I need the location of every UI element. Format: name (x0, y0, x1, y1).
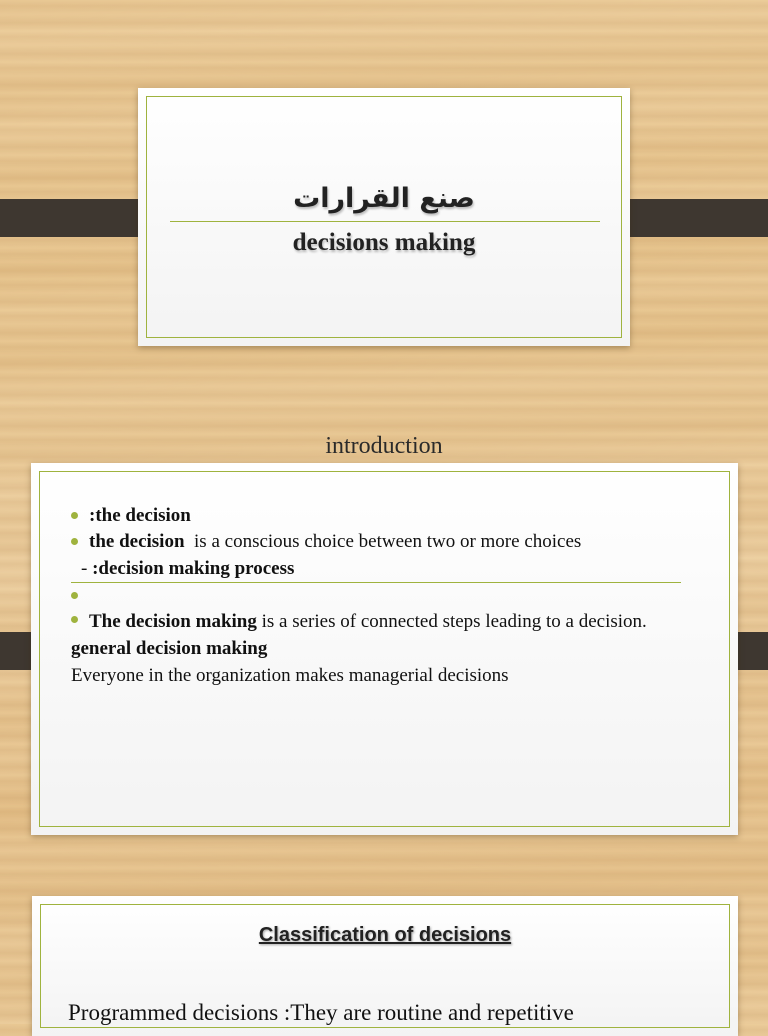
slide-content (71, 503, 698, 689)
paragraph-bold (71, 635, 698, 662)
slide-frame (146, 96, 622, 338)
title-slide[interactable] (138, 88, 630, 346)
bullet-bold-text: the decision (89, 531, 185, 552)
slide1-left-strip (0, 199, 156, 237)
dash-prefix: - (81, 558, 88, 579)
intro-slide[interactable] (31, 463, 738, 835)
bullet-item (71, 529, 698, 555)
classification-slide[interactable] (32, 896, 738, 1036)
bullet-dot-icon (71, 538, 78, 545)
bullet-dot-icon (71, 592, 78, 599)
bullet-bold-text: The decision making (89, 611, 257, 632)
slide-heading: Classification of decisions (258, 924, 512, 946)
bullet-text: :the decision (89, 505, 191, 526)
paragraph: Everyone in the organization makes managerial decisions (71, 665, 509, 686)
intro-heading: introduction (325, 433, 443, 459)
paragraph-bold-text: general decision making (71, 638, 268, 659)
title-divider (170, 221, 600, 222)
slide-body-text: Programmed decisions :They are routine and repetitive (68, 1000, 574, 1025)
dash-text: :decision making process (92, 558, 295, 579)
bullet-dot-icon (71, 512, 78, 519)
bullet-item-empty (71, 583, 698, 609)
bullet-item (71, 503, 698, 529)
bullet-item (71, 609, 698, 633)
bullet-dot-icon (71, 616, 78, 623)
slide-title-arabic: صنع القرارات (293, 183, 475, 214)
slide1-right-strip (612, 199, 768, 237)
dash-item (71, 555, 698, 582)
bullet-text: is a series of connected steps leading to a decision. (261, 611, 647, 632)
bullet-text: is a conscious choice between two or more choices (194, 531, 582, 552)
slide-subtitle: decisions making (292, 229, 476, 256)
